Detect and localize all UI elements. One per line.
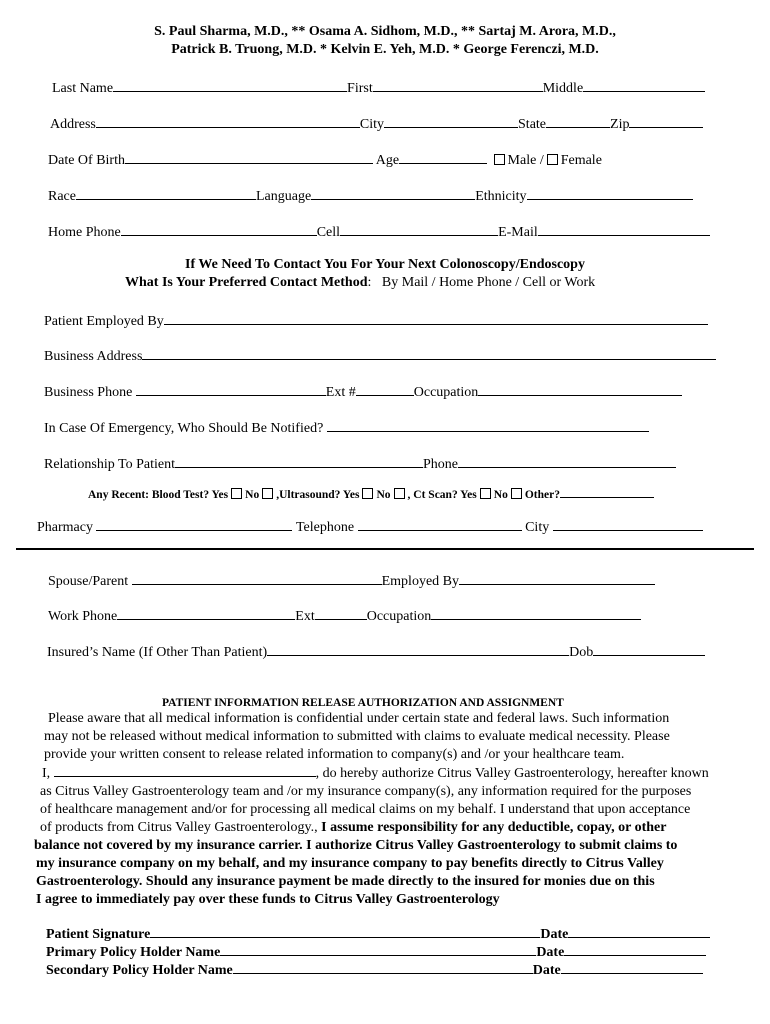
insured-row (47, 642, 705, 661)
contact-options[interactable]: By Mail / Home Phone / Cell or Work (381, 275, 596, 290)
zip-label: Zip (610, 117, 630, 132)
city-label: City (359, 117, 385, 132)
ct-scan-no-checkbox[interactable] (511, 488, 522, 499)
relationship-row (44, 454, 676, 473)
cell-field[interactable] (340, 222, 498, 236)
middle-name-label: Middle (542, 81, 584, 96)
male-checkbox[interactable] (494, 154, 505, 165)
ext-hash-field[interactable] (356, 382, 414, 396)
physicians-line-1: S. Paul Sharma, M.D., ** Osama A. Sidhom, M.D., ** Sartaj M. Arora, M.D., (154, 24, 616, 39)
release-line: I assume responsibility for any deductible, copay, or other (321, 820, 667, 835)
date-label: Date (540, 927, 569, 942)
blood-test-yes-checkbox[interactable] (231, 488, 242, 499)
female-checkbox[interactable] (547, 154, 558, 165)
last-name-label: Last Name (52, 81, 114, 96)
ultrasound-yes-checkbox[interactable] (362, 488, 373, 499)
insured-dob-field[interactable] (593, 642, 705, 656)
release-line: Please aware that all medical information is confidential under certain state and federal laws. Such information (48, 711, 670, 726)
release-line: of products from Citrus Valley Gastroenterology., (40, 820, 318, 835)
insured-field[interactable] (267, 642, 569, 656)
relationship-field[interactable] (175, 454, 423, 468)
city-field[interactable] (384, 114, 518, 128)
cell-label: Cell (316, 225, 341, 240)
work-ext-field[interactable] (315, 606, 367, 620)
secondary-holder-date-field[interactable] (561, 960, 703, 974)
language-field[interactable] (311, 186, 475, 200)
insured-dob-label: Dob (569, 645, 594, 660)
address-field[interactable] (96, 114, 360, 128)
state-label: State (518, 117, 547, 132)
contact-colon: : (367, 275, 372, 290)
other-test-field[interactable] (560, 486, 654, 498)
secondary-holder-label: Secondary Policy Holder Name (46, 963, 233, 978)
dob-field[interactable] (125, 150, 373, 164)
telephone-label: Telephone (295, 520, 355, 535)
race-field[interactable] (76, 186, 256, 200)
date-label: Date (536, 945, 565, 960)
business-phone-label: Business Phone (44, 385, 133, 400)
release-line: I agree to immediately pay over these funds to Citrus Valley Gastroenterology (36, 892, 500, 907)
address-row (50, 114, 703, 133)
primary-holder-date-field[interactable] (564, 942, 706, 956)
slash-separator: / (539, 153, 544, 168)
work-phone-label: Work Phone (48, 609, 118, 624)
patient-signature-field[interactable] (150, 924, 540, 938)
blood-test-no-checkbox[interactable] (262, 488, 273, 499)
spouse-employed-label: Employed By (381, 574, 459, 589)
ext-hash-label: Ext # (325, 385, 356, 400)
work-occupation-field[interactable] (431, 606, 641, 620)
ultrasound-no-label: No (376, 489, 391, 501)
occupation-label: Occupation (413, 385, 479, 400)
release-line: Gastroenterology. Should any insurance payment be made directly to the insured for monies due on this (36, 874, 655, 889)
employed-by-field[interactable] (164, 311, 708, 325)
phone-field[interactable] (458, 454, 676, 468)
spouse-row (48, 571, 655, 590)
pharmacy-label: Pharmacy (37, 520, 93, 535)
release-title: PATIENT INFORMATION RELEASE AUTHORIZATION AND ASSIGNMENT (162, 697, 564, 709)
pharmacy-row (37, 517, 703, 536)
business-address-row (44, 346, 716, 365)
physicians-line-2: Patrick B. Truong, M.D. * Kelvin E. Yeh, M.D. * George Ferenczi, M.D. (171, 42, 599, 57)
patient-signature-label: Patient Signature (46, 927, 151, 942)
blood-test-label: Any Recent: Blood Test? Yes (88, 489, 229, 501)
release-line: , do hereby authorize Citrus Valley Gastroenterology, hereafter known (315, 766, 709, 781)
insured-label: Insured’s Name (If Other Than Patient) (47, 645, 268, 660)
release-line: I, (42, 766, 51, 781)
ct-scan-yes-checkbox[interactable] (480, 488, 491, 499)
emergency-label: In Case Of Emergency, Who Should Be Notified? (44, 421, 324, 436)
primary-holder-row (46, 942, 706, 961)
first-name-label: First (347, 81, 373, 96)
release-line: may not be released without medical information to submitted with claims to evaluate medical necessity. Please (44, 729, 670, 744)
emergency-row (44, 418, 649, 437)
state-field[interactable] (546, 114, 610, 128)
pharmacy-city-label: City (525, 520, 550, 535)
male-label: Male (507, 153, 537, 168)
dob-label: Date Of Birth (48, 153, 125, 168)
blood-test-no-label: No (245, 489, 260, 501)
race-label: Race (48, 189, 76, 204)
work-occupation-label: Occupation (366, 609, 432, 624)
release-line: provide your written consent to release related information to company(s) and /or your healthcare team. (44, 747, 625, 762)
business-phone-field[interactable] (136, 382, 326, 396)
contact-question-line-2: What Is Your Preferred Contact Method (125, 275, 368, 290)
secondary-holder-row (46, 960, 703, 979)
release-line: as Citrus Valley Gastroenterology team and /or my insurance company(s), any information required for the purposes (40, 784, 692, 799)
employer-row (44, 311, 708, 330)
contact-question-line-1: If We Need To Contact You For Your Next Colonoscopy/Endoscopy (185, 257, 585, 272)
phone-row (48, 222, 710, 241)
spouse-field[interactable] (132, 571, 382, 585)
email-label: E-Mail (498, 225, 538, 240)
spouse-employed-field[interactable] (459, 571, 655, 585)
work-ext-label: Ext (295, 609, 315, 624)
contact-method-row (125, 275, 595, 291)
phone-label: Phone (422, 457, 458, 472)
ct-scan-no-label: No (493, 489, 508, 501)
release-line: balance not covered by my insurance carrier. I authorize Citrus Valley Gastroenterology to submit claims to (34, 838, 678, 853)
first-name-field[interactable] (373, 78, 543, 92)
ultrasound-label: ,Ultrasound? Yes (276, 489, 360, 501)
dob-row (48, 150, 602, 169)
business-address-label: Business Address (44, 349, 143, 364)
patient-signature-date-field[interactable] (568, 924, 710, 938)
secondary-holder-field[interactable] (233, 960, 533, 974)
work-phone-field[interactable] (117, 606, 295, 620)
business-address-field[interactable] (142, 346, 716, 360)
section-divider (16, 548, 754, 550)
ct-scan-label: , Ct Scan? Yes (407, 489, 477, 501)
emergency-field[interactable] (327, 418, 649, 432)
recent-tests-row (88, 486, 654, 503)
primary-holder-field[interactable] (220, 942, 536, 956)
business-phone-row (44, 382, 682, 401)
spouse-label: Spouse/Parent (48, 574, 129, 589)
date-label: Date (532, 963, 561, 978)
relationship-label: Relationship To Patient (44, 457, 175, 472)
last-name-field[interactable] (113, 78, 347, 92)
age-label: Age (375, 153, 400, 168)
address-label: Address (50, 117, 96, 132)
home-phone-field[interactable] (121, 222, 317, 236)
ethnicity-label: Ethnicity (475, 189, 527, 204)
release-line: of healthcare management and/or for processing all medical claims on my behalf. I understand that upon acceptance (40, 802, 691, 817)
work-phone-row (48, 606, 641, 625)
female-label: Female (560, 153, 602, 168)
language-label: Language (255, 189, 312, 204)
primary-holder-label: Primary Policy Holder Name (46, 945, 221, 960)
email-field[interactable] (538, 222, 710, 236)
other-test-label: Other? (524, 489, 560, 501)
release-line: my insurance company on my behalf, and my insurance company to pay benefits directly to Citrus Valley (36, 856, 664, 871)
pharmacy-city-field[interactable] (553, 517, 703, 531)
ultrasound-no-checkbox[interactable] (394, 488, 405, 499)
name-row (52, 78, 705, 97)
race-row (48, 186, 693, 205)
middle-name-field[interactable] (583, 78, 705, 92)
home-phone-label: Home Phone (48, 225, 121, 240)
authorizer-name-field[interactable] (54, 764, 316, 777)
age-field[interactable] (399, 150, 487, 164)
release-text (34, 710, 754, 909)
telephone-field[interactable] (358, 517, 522, 531)
occupation-field[interactable] (478, 382, 682, 396)
ethnicity-field[interactable] (527, 186, 693, 200)
patient-signature-row (46, 924, 710, 943)
zip-field[interactable] (629, 114, 703, 128)
employed-by-label: Patient Employed By (44, 314, 164, 329)
pharmacy-field[interactable] (96, 517, 292, 531)
